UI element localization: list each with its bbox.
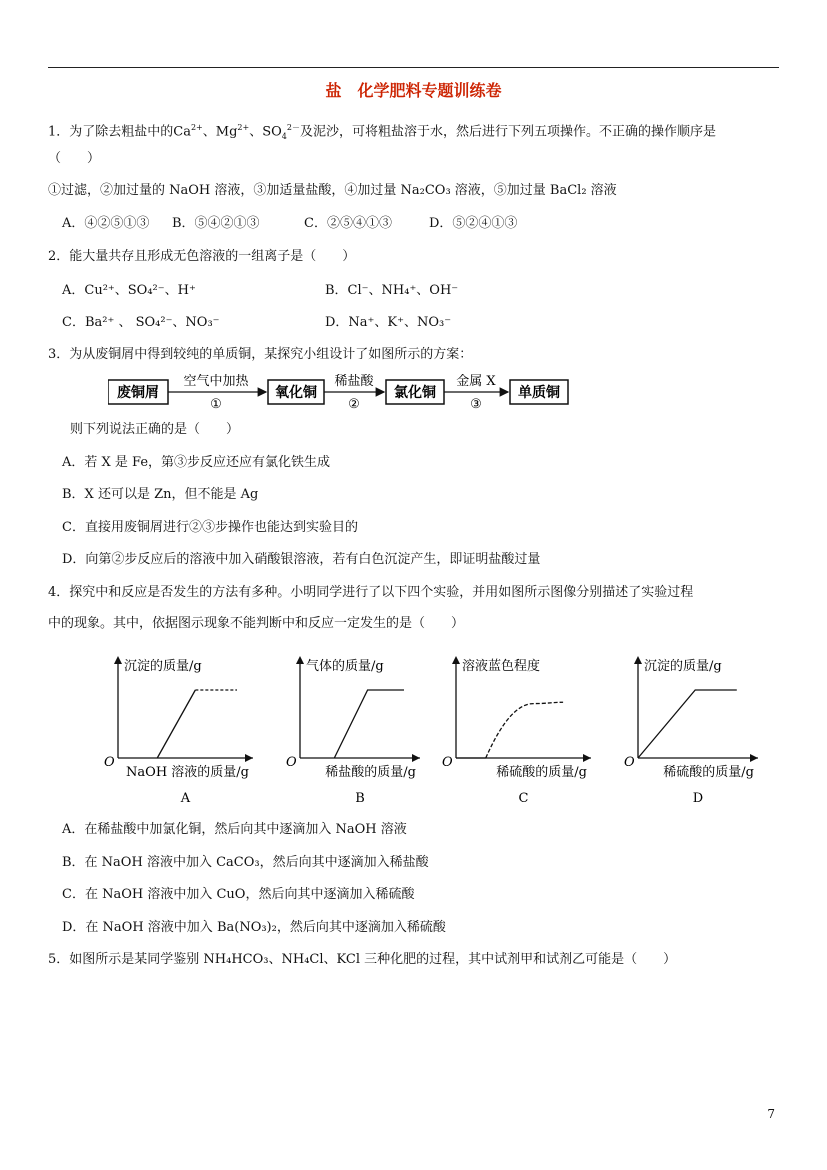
q4-option-d[interactable]: D．在 NaOH 溶液中加入 Ba(NO₃)₂，然后向其中逐滴加入稀硫酸 bbox=[62, 920, 446, 935]
x-axis-label: 稀硫酸的质量/g bbox=[496, 765, 587, 780]
flow-arrow-3-bottom: ③ bbox=[470, 397, 482, 412]
page-title: 盐 化学肥料专题训练卷 bbox=[325, 81, 502, 100]
q1-operations: ①过滤，②加过量的 NaOH 溶液，③加适量盐酸，④加过量 Na₂CO₃ 溶液，⑤加过量 BaCl₂ 溶液 bbox=[48, 183, 617, 198]
flow-arrow-2-top: 稀盐酸 bbox=[334, 374, 374, 389]
y-axis-arrow bbox=[634, 656, 642, 664]
q4-stem-2: 中的现象。其中，依据图示现象不能判断中和反应一定发生的是（ ） bbox=[48, 616, 465, 631]
x-axis-arrow bbox=[245, 754, 253, 762]
data-line bbox=[334, 690, 404, 758]
q2-option-d[interactable]: D．Na⁺、K⁺、NO₃⁻ bbox=[325, 315, 452, 330]
chart-label: D bbox=[692, 791, 704, 806]
y-axis-label: 溶液蓝色程度 bbox=[462, 659, 541, 674]
q1-sub1: 4 bbox=[281, 131, 287, 141]
flow-box-label-0: 废铜屑 bbox=[117, 385, 159, 401]
q4-stem-1: 4．探究中和反应是否发生的方法有多种。小明同学进行了以下四个实验，并用如图所示图像分别描述了实验过程 bbox=[48, 585, 694, 600]
q1-sup3: 2－ bbox=[286, 123, 300, 132]
chart-d bbox=[620, 648, 770, 808]
y-axis-arrow bbox=[114, 656, 122, 664]
y-axis-arrow bbox=[296, 656, 304, 664]
origin-label: O bbox=[286, 755, 297, 770]
origin-label: O bbox=[624, 755, 635, 770]
data-line bbox=[157, 690, 195, 758]
chart-label: B bbox=[355, 791, 365, 806]
chart-a bbox=[100, 648, 265, 808]
q3-option-d[interactable]: D．向第②步反应后的溶液中加入硝酸银溶液，若有白色沉淀产生，即证明盐酸过量 bbox=[62, 552, 541, 567]
q1-stem bbox=[48, 119, 716, 146]
chart-b bbox=[282, 648, 432, 808]
x-axis-arrow bbox=[750, 754, 758, 762]
x-axis-label: NaOH 溶液的质量/g bbox=[126, 765, 249, 780]
q1-stem-b: 、Mg bbox=[202, 124, 238, 140]
q2-option-b[interactable]: B．Cl⁻、NH₄⁺、OH⁻ bbox=[325, 283, 459, 298]
q1-stem-c: 、SO bbox=[249, 124, 282, 140]
flow-arrow-2-bottom: ② bbox=[348, 397, 360, 412]
flow-box-label-1: 氧化铜 bbox=[275, 385, 317, 401]
y-axis-label: 沉淀的质量/g bbox=[124, 659, 202, 674]
q4-option-a[interactable]: A．在稀盐酸中加氯化铜，然后向其中逐滴加入 NaOH 溶液 bbox=[62, 822, 407, 837]
page-number: 7 bbox=[767, 1107, 775, 1121]
header-rule bbox=[48, 67, 779, 68]
q3-option-a[interactable]: A．若 X 是 Fe，第③步反应还应有氯化铁生成 bbox=[62, 455, 331, 470]
flow-box-label-3: 单质铜 bbox=[518, 385, 560, 401]
q1-stem-d: 及泥沙，可将粗盐溶于水，然后进行下列五项操作。不正确的操作顺序是 bbox=[299, 124, 716, 140]
q1-option-c[interactable]: C．②⑤④①③ bbox=[304, 216, 392, 231]
origin-label: O bbox=[442, 755, 453, 770]
flow-arrow-1-bottom: ① bbox=[210, 397, 222, 412]
q1-option-b[interactable]: B．⑤④②①③ bbox=[172, 216, 260, 231]
q1-option-a[interactable]: A．④②⑤①③ bbox=[62, 216, 150, 231]
chart-label: C bbox=[518, 791, 529, 806]
q1-sup2: 2+ bbox=[237, 123, 250, 132]
q1-paren: （ ） bbox=[48, 151, 101, 166]
q2-option-c[interactable]: C．Ba²⁺ 、 SO₄²⁻、NO₃⁻ bbox=[62, 315, 220, 330]
q3-stem: 3．为从废铜屑中得到较纯的单质铜，某探究小组设计了如图所示的方案： bbox=[48, 347, 473, 362]
data-line bbox=[486, 702, 563, 758]
q4-option-b[interactable]: B．在 NaOH 溶液中加入 CaCO₃，然后向其中逐滴加入稀盐酸 bbox=[62, 855, 429, 870]
y-axis-label: 气体的质量/g bbox=[306, 659, 384, 674]
x-axis-label: 稀硫酸的质量/g bbox=[663, 765, 754, 780]
flow-box-pure-copper bbox=[510, 380, 568, 404]
flow-box-copper-oxide bbox=[268, 380, 324, 404]
chart-label: A bbox=[180, 791, 191, 806]
q3-flow-diagram bbox=[108, 374, 578, 414]
q4-option-c[interactable]: C．在 NaOH 溶液中加入 CuO，然后向其中逐滴加入稀硫酸 bbox=[62, 887, 415, 902]
y-axis-arrow bbox=[452, 656, 460, 664]
y-axis-label: 沉淀的质量/g bbox=[644, 659, 722, 674]
q5-stem: 5．如图所示是某同学鉴别 NH₄HCO₃、NH₄Cl、KCl 三种化肥的过程，其中试剂甲和试剂乙可能是（ ） bbox=[48, 952, 677, 967]
origin-label: O bbox=[104, 755, 115, 770]
flow-box-scrap-copper bbox=[108, 380, 168, 404]
q1-options bbox=[62, 215, 517, 233]
flow-arrow-1-top: 空气中加热 bbox=[183, 374, 249, 389]
q2-option-a[interactable]: A．Cu²⁺、SO₄²⁻、H⁺ bbox=[62, 283, 196, 298]
q3-option-b[interactable]: B．X 还可以是 Zn，但不能是 Ag bbox=[62, 487, 259, 502]
flow-box-label-2: 氯化铜 bbox=[394, 385, 436, 401]
flow-box-copper-chloride bbox=[386, 380, 444, 404]
flow-arrow-3-top: 金属 X bbox=[456, 374, 496, 389]
q2-stem: 2．能大量共存且形成无色溶液的一组离子是（ ） bbox=[48, 249, 356, 264]
q3-option-c[interactable]: C．直接用废铜屑进行②③步操作也能达到实验目的 bbox=[62, 520, 358, 535]
q1-option-d[interactable]: D．⑤②④①③ bbox=[429, 216, 518, 231]
chart-c bbox=[438, 648, 603, 808]
q1-stem-a: 1．为了除去粗盐中的Ca bbox=[48, 124, 191, 140]
q3-sub: 则下列说法正确的是（ ） bbox=[70, 422, 240, 437]
x-axis-arrow bbox=[412, 754, 420, 762]
q1-sup1: 2+ bbox=[190, 123, 203, 132]
data-line bbox=[638, 690, 737, 758]
x-axis-arrow bbox=[583, 754, 591, 762]
x-axis-label: 稀盐酸的质量/g bbox=[325, 765, 416, 780]
